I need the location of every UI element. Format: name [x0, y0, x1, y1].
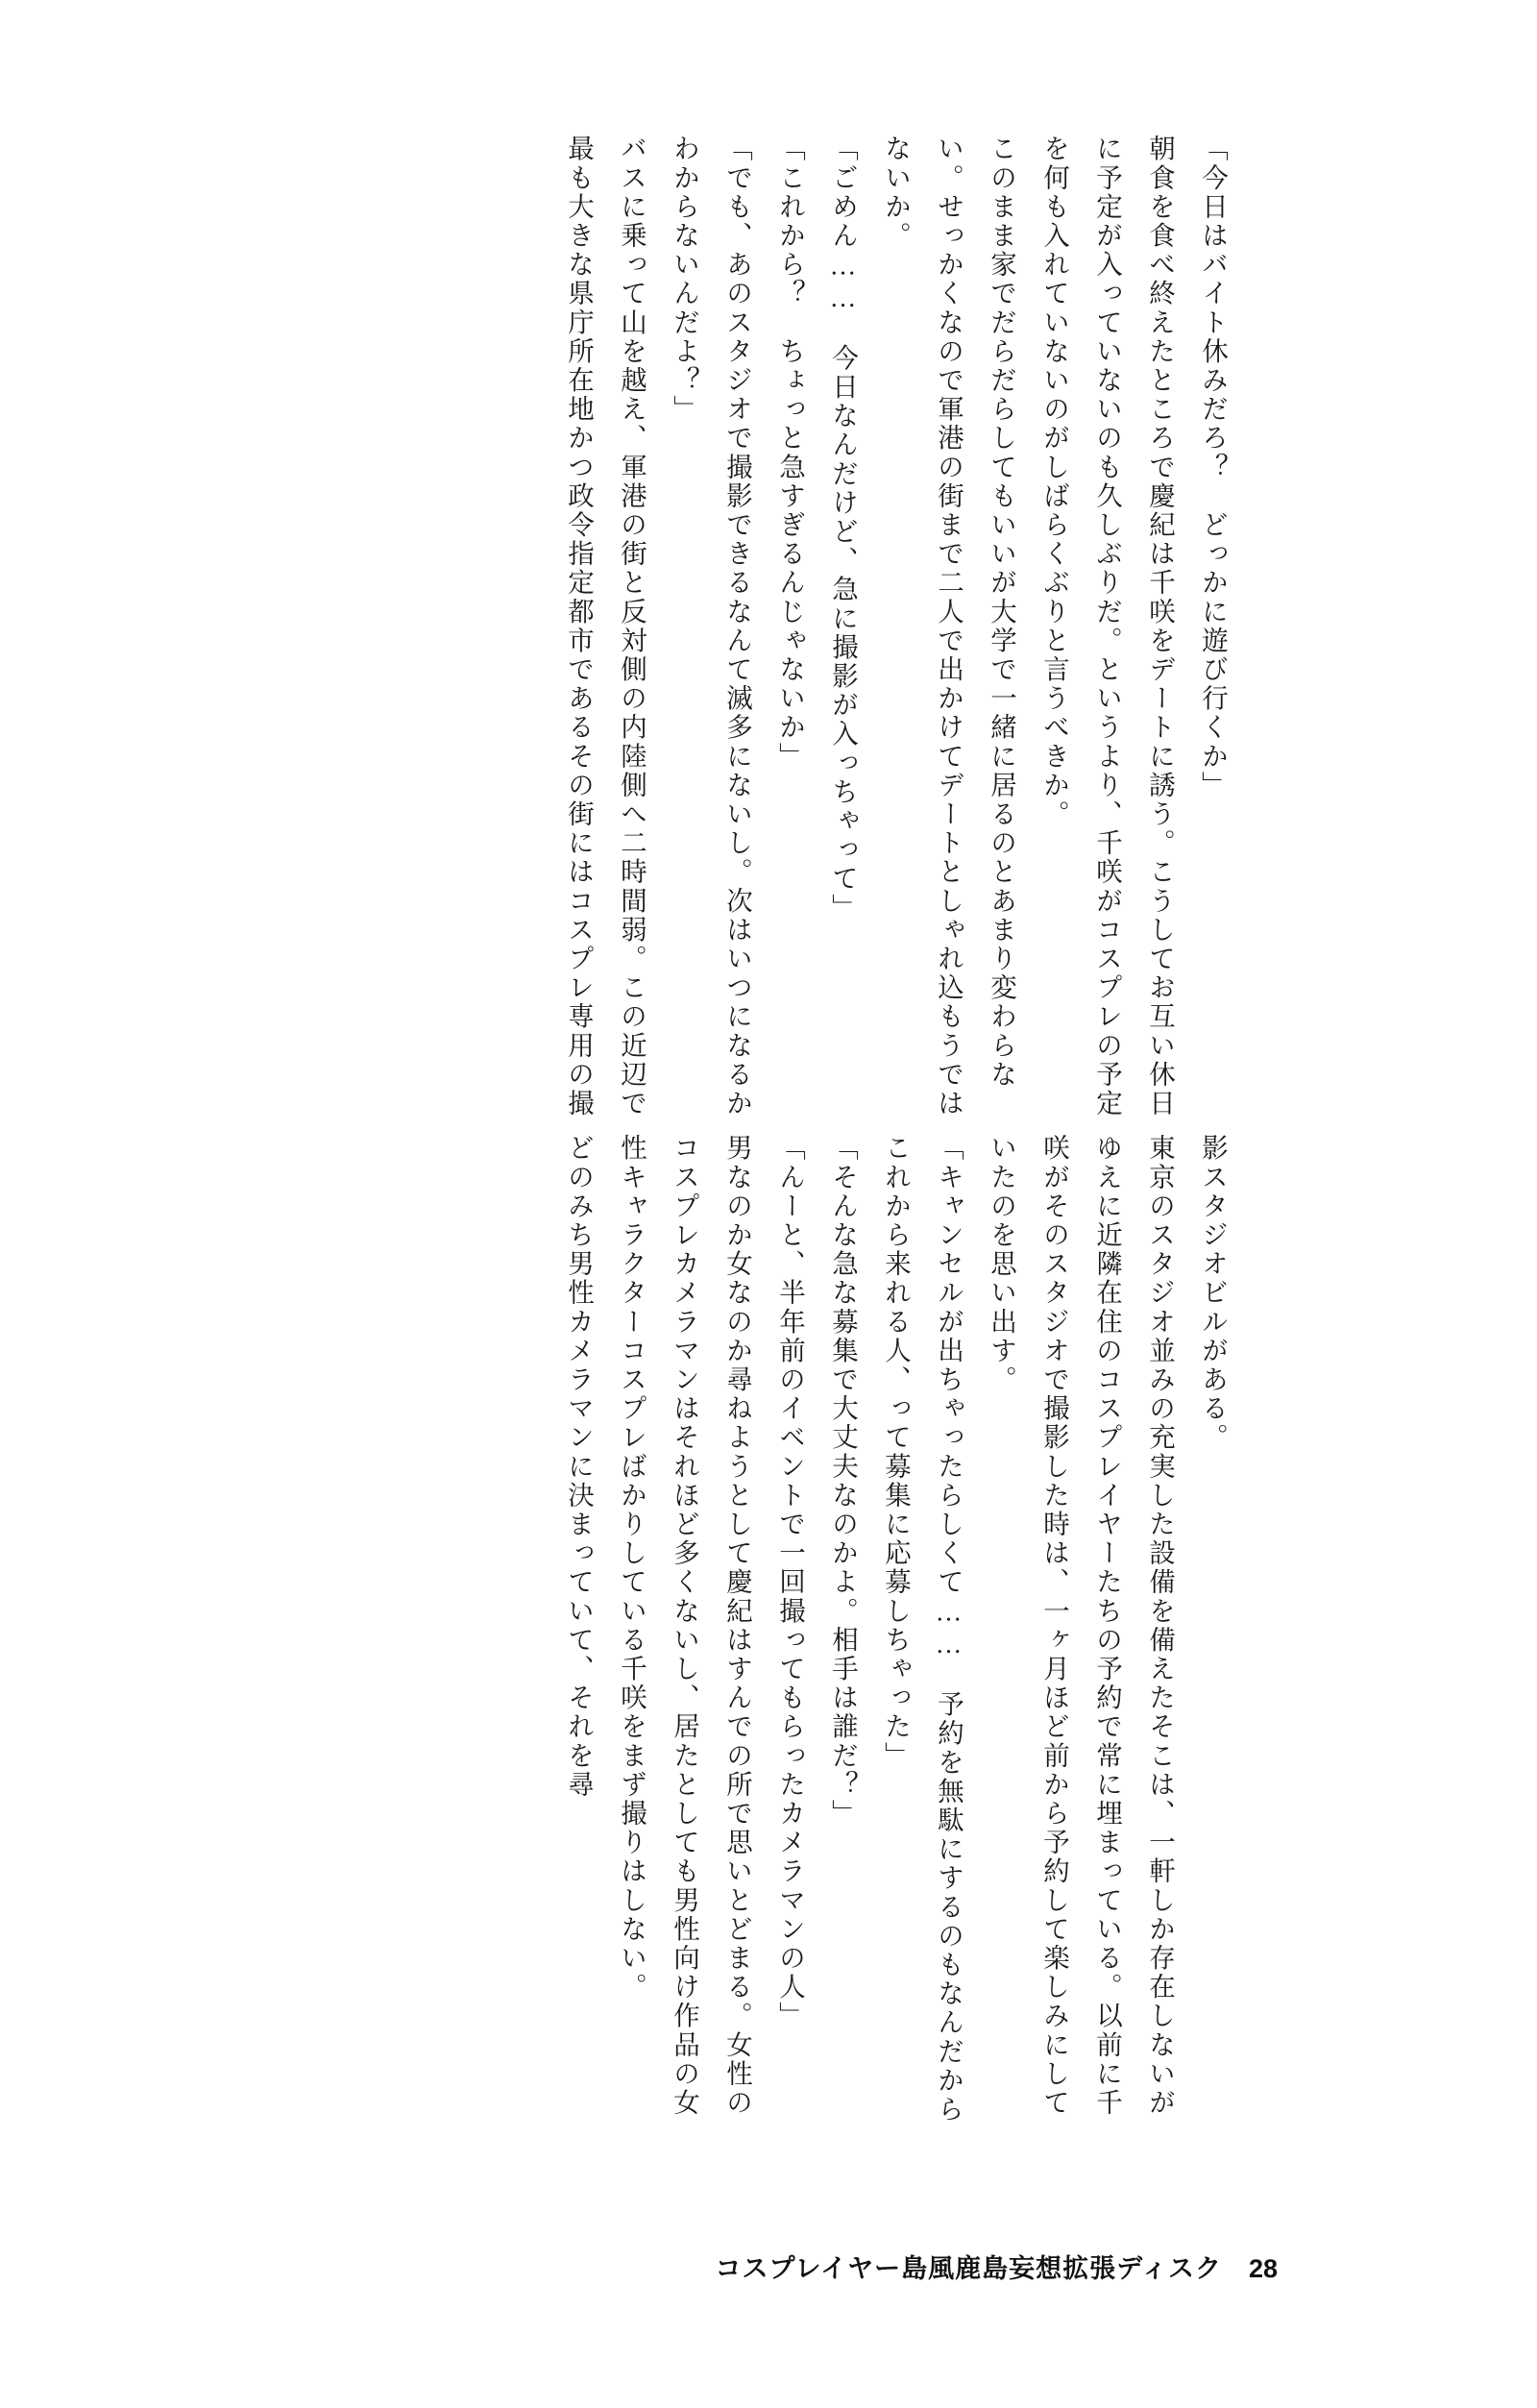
paragraph: 「これから？ ちょっと急すぎるんじゃないか」	[775, 135, 805, 772]
paragraph: どのみち男性カメラマンに決まっていて、それを尋	[564, 1134, 594, 1800]
paragraph: 「んーと、半年前のイベントで一回撮ってもらったカメラマンの人」	[775, 1134, 805, 2031]
page-footer	[716, 2248, 1278, 2285]
paragraph: 男なのか女なのか尋ねようとして慶紀はすんでの所で思いとどまる。女性のコスプレカメラマンはそれほど多くないし、居たとしても男性向け作品の女性キャラクターコスプレばかりしている千咲をまず撮りはしない。	[617, 1134, 752, 2118]
footer-book-title: コスプレイヤー島風鹿島妄想拡張ディスク	[715, 2254, 1222, 2283]
paragraph: 「そんな急な募集で大丈夫なのかよ。相手は誰だ？」	[828, 1134, 858, 1829]
text-column-group	[552, 135, 1239, 2133]
page-number: 28	[1248, 2254, 1278, 2283]
paragraph: バスに乗って山を越え、軍港の街と反対側の内陸側へ二時間弱。この近辺で最も大きな県庁所在地かつ政令指定都市であるその街にはコスプレ専用の撮影スタジオビルがある。	[564, 135, 1228, 1453]
paragraph: 「キャンセルが出ちゃったらしくて…… 予約を無駄にするのもなんだからこれから来れる人、って募集に応募しちゃった」	[881, 1134, 964, 2125]
paragraph: 「でも、あのスタジオで撮影できるなんて滅多にないし。次はいつになるかわからないんだよ？」	[670, 135, 752, 1118]
vertical-text-area	[552, 135, 1239, 2133]
paragraph: 東京のスタジオ並みの充実した設備を備えたそこは、一軒しか存在しないがゆえに近隣在住のコスプレイヤーたちの予約で常に埋まっている。以前に千咲がそのスタジオで撮影した時は、一ヶ月ほど前から予約して楽しみにしていたのを思い出す。	[987, 1134, 1175, 2118]
paragraph: 朝食を食べ終えたところで慶紀は千咲をデートに誘う。こうしてお互い休日に予定が入っていないのも久しぶりだ。というより、千咲がコスプレの予定を何も入れていないのがしばらくぶりと言うべきか。	[1039, 135, 1175, 1118]
paragraph: このまま家でだらだらしてもいいが大学で一緒に居るのとあまり変わらない。せっかくなので軍港の街まで二人で出かけてデートとしゃれ込もうではないか。	[881, 135, 1016, 1118]
paragraph: 「ごめん…… 今日なんだけど、急に撮影が入っちゃって」	[828, 135, 858, 922]
paragraph: 「今日はバイト休みだろ？ どっかに遊び行くか」	[1198, 135, 1228, 800]
